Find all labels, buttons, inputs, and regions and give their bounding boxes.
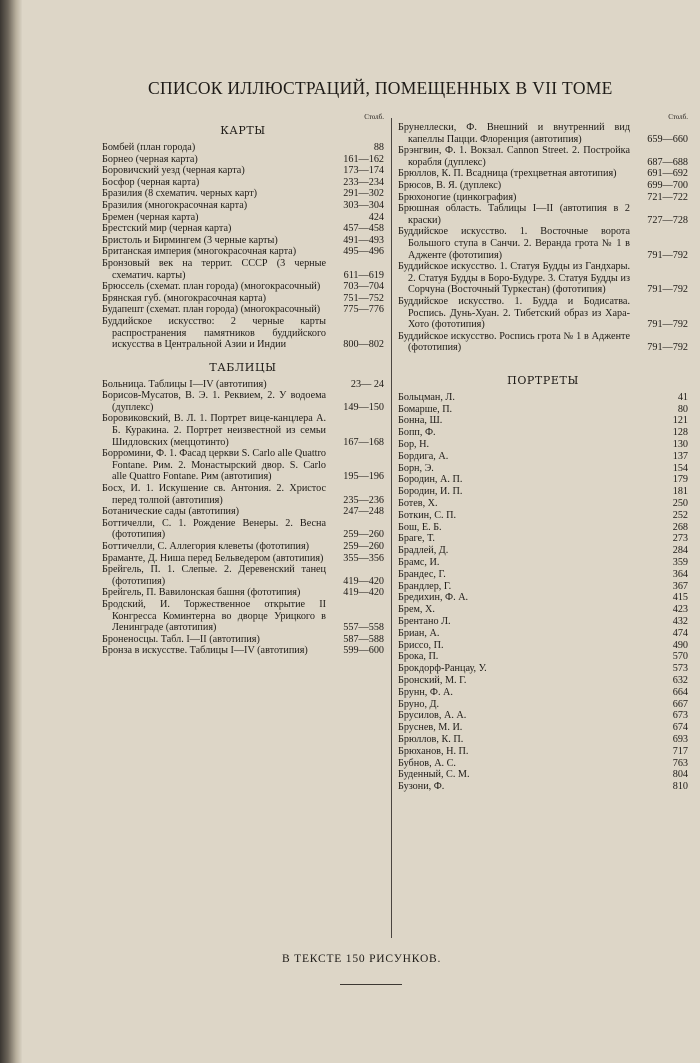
portrait-name: Брандлер, Г. xyxy=(398,580,452,592)
portrait-column-ref: 130 xyxy=(672,439,688,451)
entry-title: Бронза в искусстве. Таблицы I—IV (автотипия) xyxy=(102,645,308,657)
column-header-label: Столб. xyxy=(364,113,384,121)
maps-heading: КАРТЫ xyxy=(220,124,266,137)
portrait-column-ref: 268 xyxy=(672,521,688,533)
portrait-name: Буденный, С. М. xyxy=(398,769,470,781)
entry-title: Брюсов, В. Я. (дуплекс) xyxy=(398,179,502,191)
list-entry xyxy=(102,188,384,200)
portrait-name: Бриан, А. xyxy=(398,627,440,639)
portrait-entry xyxy=(398,734,688,746)
entry-column-ref: 587—588 xyxy=(343,633,384,645)
portrait-name: Брюханов, Н. П. xyxy=(398,745,469,757)
entry-column-ref: 557—558 xyxy=(343,622,384,634)
portrait-column-ref: 810 xyxy=(672,781,688,793)
entry-title: Британская империя (многокрасочная карта) xyxy=(102,246,297,258)
entry-title: Бомбей (план города) xyxy=(102,142,196,153)
portrait-entry xyxy=(398,675,688,687)
portrait-name: Брентано Л. xyxy=(398,616,451,628)
list-entry xyxy=(102,165,384,177)
scan-binding-edge xyxy=(0,0,22,1063)
portrait-entry xyxy=(398,392,688,404)
entry-title: Брюссель (схемат. план города) (многокрасочный) xyxy=(102,281,321,293)
portrait-entry xyxy=(398,769,688,781)
list-entry xyxy=(102,564,384,587)
entry-title: Бронзовый век на террит. СССР (3 черные схематич. карты) xyxy=(102,257,326,281)
list-entry xyxy=(102,448,384,483)
entry-title: Брюхоногие (цинкография) xyxy=(398,191,517,203)
list-entry xyxy=(102,506,384,518)
entry-title: Брейгель, П. 1. Слепые. 2. Деревенский танец (фототипия) xyxy=(102,564,326,587)
portrait-column-ref: 673 xyxy=(672,710,688,722)
portrait-column-ref: 80 xyxy=(677,403,688,415)
list-entry xyxy=(102,212,384,224)
list-entry xyxy=(102,645,384,657)
entry-title: Босфор (черная карта) xyxy=(102,176,200,188)
portrait-name: Брем, Х. xyxy=(398,604,435,616)
list-entry xyxy=(102,235,384,247)
portrait-column-ref: 632 xyxy=(672,675,688,686)
entry-column-ref: 691—692 xyxy=(647,168,688,180)
entry-column-ref: 703—704 xyxy=(343,281,384,293)
portrait-column-ref: 432 xyxy=(672,616,688,628)
portrait-column-ref: 490 xyxy=(672,639,688,651)
portrait-entry xyxy=(398,651,688,663)
portrait-column-ref: 250 xyxy=(672,498,688,510)
footer-rule xyxy=(340,984,402,985)
portrait-name: Брюллов, К. П. xyxy=(398,733,464,745)
entry-title: Босх, И. 1. Искушение св. Антония. 2. Христос перед толпой (автотипия) xyxy=(102,483,326,506)
portrait-entry xyxy=(398,498,688,510)
portrait-name: Брокдорф-Ранцау, У. xyxy=(398,663,487,675)
portrait-column-ref: 154 xyxy=(672,462,688,474)
entry-column-ref: 687—688 xyxy=(647,156,688,168)
entry-title: Борромини, Ф. 1. Фасад церкви S. Carlo alle Quattro Fontane. Рим. 2. Монастырский двор. S. Carlo alle Quattro Fontane. Рим (автотипия) xyxy=(102,448,326,483)
portrait-name: Бронский, М. Г. xyxy=(398,675,467,686)
portrait-column-ref: 423 xyxy=(672,604,688,616)
entry-title: Брянская губ. (многокрасочная карта) xyxy=(102,292,266,304)
portrait-column-ref: 252 xyxy=(672,509,688,521)
entry-column-ref: 457—458 xyxy=(343,223,384,235)
portrait-entry xyxy=(398,758,688,770)
left-column xyxy=(102,112,384,657)
portrait-column-ref: 664 xyxy=(672,686,688,698)
portrait-entry xyxy=(398,545,688,557)
entry-column-ref: 727—728 xyxy=(647,214,688,226)
list-entry xyxy=(102,413,384,448)
entry-column-ref: 419—420 xyxy=(343,587,384,599)
list-entry xyxy=(398,226,688,261)
tables-list-right xyxy=(398,122,688,354)
portrait-name: Брадлей, Д. xyxy=(398,545,449,557)
entry-title: Броненосцы. Табл. I—II (автотипия) xyxy=(102,633,260,645)
entry-column-ref: 259—260 xyxy=(343,541,384,552)
list-entry xyxy=(102,541,384,553)
tables-heading: ТАБЛИЦЫ xyxy=(209,360,277,374)
portrait-entry xyxy=(398,699,688,711)
portrait-entry xyxy=(398,781,688,793)
entry-column-ref: 775—776 xyxy=(343,304,384,316)
entry-column-ref: 149—150 xyxy=(343,401,384,413)
portrait-entry xyxy=(398,463,688,475)
list-entry xyxy=(102,293,384,305)
portrait-name: Бородин, И. П. xyxy=(398,486,463,498)
column-header-label: Столб. xyxy=(668,113,688,121)
entry-title: Брестский мир (черная карта) xyxy=(102,223,232,235)
list-entry xyxy=(398,296,688,331)
portrait-entry xyxy=(398,533,688,545)
portrait-entry xyxy=(398,746,688,758)
portrait-column-ref: 717 xyxy=(672,745,688,757)
tables-list-left xyxy=(102,379,384,657)
entry-column-ref: 791—792 xyxy=(647,249,688,261)
portrait-entry xyxy=(398,486,688,498)
entry-title: Борнео (черная карта) xyxy=(102,153,198,165)
entry-column-ref: 88 xyxy=(373,142,384,153)
entry-column-ref: 167—168 xyxy=(343,436,384,448)
portrait-name: Брандес, Г. xyxy=(398,568,446,580)
portrait-column-ref: 474 xyxy=(672,627,688,639)
entry-column-ref: 195—196 xyxy=(343,471,384,483)
portrait-column-ref: 359 xyxy=(672,557,688,569)
list-entry xyxy=(102,587,384,599)
portrait-column-ref: 128 xyxy=(672,427,688,439)
page-title: СПИСОК ИЛЛЮСТРАЦИЙ, ПОМЕЩЕННЫХ В VII ТОМЕ xyxy=(148,78,613,98)
portrait-entry xyxy=(398,616,688,628)
entry-column-ref: 800—802 xyxy=(343,339,384,351)
portrait-column-ref: 179 xyxy=(672,474,688,486)
entry-column-ref: 355—356 xyxy=(343,552,384,564)
list-entry xyxy=(102,281,384,293)
portrait-entry xyxy=(398,404,688,416)
entry-column-ref: 495—496 xyxy=(343,246,384,258)
portraits-heading: ПОРТРЕТЫ xyxy=(507,373,579,387)
portrait-column-ref: 573 xyxy=(672,663,688,675)
list-entry xyxy=(102,258,384,281)
portrait-name: Бопп, Ф. xyxy=(398,427,436,439)
portrait-entry xyxy=(398,722,688,734)
portrait-column-ref: 674 xyxy=(672,722,688,734)
portrait-entry xyxy=(398,557,688,569)
portrait-name: Бомарше, П. xyxy=(398,403,453,415)
portrait-entry xyxy=(398,569,688,581)
portrait-name: Брока, П. xyxy=(398,651,439,663)
entry-column-ref: 659—660 xyxy=(647,133,688,145)
entry-column-ref: 235—236 xyxy=(343,494,384,506)
portrait-name: Боткин, С. П. xyxy=(398,509,457,521)
entry-title: Будапешт (схемат. план города) (многокрасочный) xyxy=(102,304,321,316)
entry-title: Бристоль и Бирмингем (3 черные карты) xyxy=(102,234,278,246)
portrait-name: Бузони, Ф. xyxy=(398,781,445,793)
portrait-name: Бордига, А. xyxy=(398,450,449,462)
portrait-entry xyxy=(398,427,688,439)
portrait-name: Брусилов, А. А. xyxy=(398,710,467,722)
entry-column-ref: 247—248 xyxy=(343,506,384,518)
portrait-column-ref: 121 xyxy=(672,415,688,427)
list-entry xyxy=(102,246,384,258)
portrait-entry xyxy=(398,604,688,616)
entry-title: Боттичелли, С. 1. Рождение Венеры. 2. Весна (фототипия) xyxy=(102,517,326,541)
list-entry xyxy=(102,518,384,541)
entry-column-ref: 23— 24 xyxy=(350,378,384,390)
portrait-entry xyxy=(398,474,688,486)
list-entry xyxy=(102,483,384,506)
portrait-name: Бош, Е. Б. xyxy=(398,521,442,533)
entry-column-ref: 791—792 xyxy=(647,284,688,296)
portrait-name: Браге, Т. xyxy=(398,533,435,545)
entry-title: Буддийское искусство. 1. Восточные ворота Большого ступа в Санчи. 2. Веранда грота № 1 в Адженте (фототипия) xyxy=(398,226,630,261)
entry-column-ref: 173—174 xyxy=(343,165,384,177)
maps-list xyxy=(102,142,384,351)
portrait-entry xyxy=(398,510,688,522)
list-entry xyxy=(398,180,688,192)
entry-title: Бремен (черная карта) xyxy=(102,211,199,223)
list-entry xyxy=(102,142,384,154)
entry-title: Брейгель, П. Вавилонская башня (фототипия) xyxy=(102,587,301,599)
portrait-column-ref: 273 xyxy=(672,533,688,545)
portrait-name: Борн, Э. xyxy=(398,462,434,474)
entry-title: Боровичский уезд (черная карта) xyxy=(102,165,245,177)
list-entry xyxy=(398,203,688,226)
portrait-column-ref: 364 xyxy=(672,568,688,580)
right-column xyxy=(398,112,688,793)
portrait-column-ref: 137 xyxy=(672,450,688,462)
entry-title: Буддийское искусство. 1. Будда и Бодисатва. Роспись. Дунь-Хуан. 2. Тибетский образ из Хара-Хото (фототипия) xyxy=(398,295,630,331)
portrait-name: Бруснев, М. И. xyxy=(398,722,463,734)
entry-title: Брюшная область. Таблицы I—II (автотипия в 2 краски) xyxy=(398,203,630,226)
entry-title: Больница. Таблицы I—IV (автотипия) xyxy=(102,378,267,390)
figures-count-footer: В ТЕКСТЕ 150 РИСУНКОВ. xyxy=(282,953,442,965)
list-entry xyxy=(398,145,688,168)
portrait-name: Бонна, Ш. xyxy=(398,415,443,427)
entry-column-ref: 291—302 xyxy=(343,188,384,200)
entry-title: Буддийское искусство. 1. Статуя Будды из Гандхары. 2. Статуя Будды в Боро-Будуре. 3. Статуя Будды из Сорчуна (Восточный Туркестан) (фототипия) xyxy=(398,261,630,296)
entry-title: Брэнгвин, Ф. 1. Вокзал. Cannon Street. 2. Постройка корабля (дуплекс) xyxy=(398,145,630,168)
portraits-list xyxy=(398,392,688,793)
entry-title: Боровиковский, В. Л. 1. Портрет вице-канцлера А. Б. Куракина. 2. Портрет неизвестной из семьи Шидловских (меццотинто) xyxy=(102,413,326,448)
list-entry xyxy=(102,634,384,646)
portrait-column-ref: 415 xyxy=(672,592,688,604)
list-entry xyxy=(102,599,384,634)
entry-column-ref: 611—619 xyxy=(343,269,384,281)
list-entry xyxy=(398,261,688,296)
portrait-entry xyxy=(398,628,688,640)
entry-title: Бразилия (многокрасочная карта) xyxy=(102,199,248,211)
entry-title: Брюллов, К. П. Всадница (трехцветная автотипия) xyxy=(398,168,617,180)
entry-title: Борисов-Мусатов, В. Э. 1. Реквием, 2. У водоема (дуплекс) xyxy=(102,390,326,413)
portrait-column-ref: 367 xyxy=(672,580,688,592)
entry-column-ref: 599—600 xyxy=(343,645,384,657)
portrait-entry xyxy=(398,522,688,534)
portrait-entry xyxy=(398,451,688,463)
entry-title: Ботанические сады (автотипия) xyxy=(102,506,240,518)
portrait-name: Бубнов, А. С. xyxy=(398,757,456,769)
entry-column-ref: 491—493 xyxy=(343,234,384,246)
list-entry xyxy=(102,200,384,212)
entry-column-ref: 303—304 xyxy=(343,199,384,211)
entry-title: Буддийское искусство. Роспись грота № 1 в Адженте (фототипия) xyxy=(398,330,630,354)
entry-column-ref: 721—722 xyxy=(647,191,688,203)
portrait-name: Бруно, Д. xyxy=(398,698,440,710)
list-entry xyxy=(102,177,384,189)
portrait-column-ref: 667 xyxy=(672,698,688,710)
portrait-column-ref: 804 xyxy=(672,769,688,781)
portrait-entry xyxy=(398,710,688,722)
list-entry xyxy=(102,553,384,565)
list-entry xyxy=(102,154,384,166)
entry-title: Брунеллески, Ф. Внешний и внутренний вид капеллы Пацци. Флоренция (автотипия) xyxy=(398,122,630,145)
entry-column-ref: 424 xyxy=(368,211,384,223)
entry-column-ref: 791—792 xyxy=(647,319,688,331)
list-entry xyxy=(102,223,384,235)
portrait-name: Брамс, И. xyxy=(398,557,440,569)
entry-title: Бродский, И. Торжественное открытие II Конгресса Коминтерна во дворце Урицкого в Ленинграде (автотипия) xyxy=(102,598,326,634)
list-entry xyxy=(398,331,688,354)
list-entry xyxy=(102,379,384,391)
entry-column-ref: 161—162 xyxy=(343,153,384,165)
portrait-column-ref: 693 xyxy=(672,733,688,745)
entry-column-ref: 791—792 xyxy=(647,342,688,354)
portrait-entry xyxy=(398,687,688,699)
portrait-column-ref: 570 xyxy=(672,651,688,663)
portrait-name: Брунн, Ф. А. xyxy=(398,686,453,698)
portrait-name: Больцман, Л. xyxy=(398,391,455,403)
list-entry xyxy=(398,168,688,180)
portrait-name: Бредихин, Ф. А. xyxy=(398,592,469,604)
portrait-name: Бриссо, П. xyxy=(398,639,444,651)
entry-column-ref: 259—260 xyxy=(343,529,384,541)
portrait-name: Ботев, Х. xyxy=(398,498,438,510)
entry-column-ref: 419—420 xyxy=(343,575,384,587)
list-entry xyxy=(102,316,384,351)
portrait-name: Бор, Н. xyxy=(398,439,430,451)
list-entry xyxy=(102,304,384,316)
column-divider xyxy=(391,118,392,938)
portrait-name: Бородин, А. П. xyxy=(398,474,463,486)
portrait-column-ref: 763 xyxy=(672,757,688,769)
portrait-entry xyxy=(398,592,688,604)
portrait-entry xyxy=(398,663,688,675)
entry-column-ref: 751—752 xyxy=(343,292,384,304)
entry-title: Бразилия (8 схематич. черных карт) xyxy=(102,188,258,200)
entry-title: Браманте, Д. Ниша перед Бельведером (автотипия) xyxy=(102,552,324,564)
entry-column-ref: 699—700 xyxy=(647,179,688,191)
portrait-column-ref: 181 xyxy=(672,486,688,498)
portrait-column-ref: 284 xyxy=(672,545,688,557)
portrait-entry xyxy=(398,581,688,593)
portrait-column-ref: 41 xyxy=(677,391,688,403)
list-entry xyxy=(398,122,688,145)
portrait-entry xyxy=(398,640,688,652)
list-entry xyxy=(398,192,688,204)
entry-title: Боттичелли, С. Аллегория клеветы (фототипия) xyxy=(102,541,310,552)
portrait-entry xyxy=(398,415,688,427)
entry-title: Буддийское искусство: 2 черные карты распространения памятников буддийского искусства в Центральной Азии и Индии xyxy=(102,315,326,351)
list-entry xyxy=(102,390,384,413)
entry-column-ref: 233—234 xyxy=(343,176,384,188)
portrait-entry xyxy=(398,439,688,451)
